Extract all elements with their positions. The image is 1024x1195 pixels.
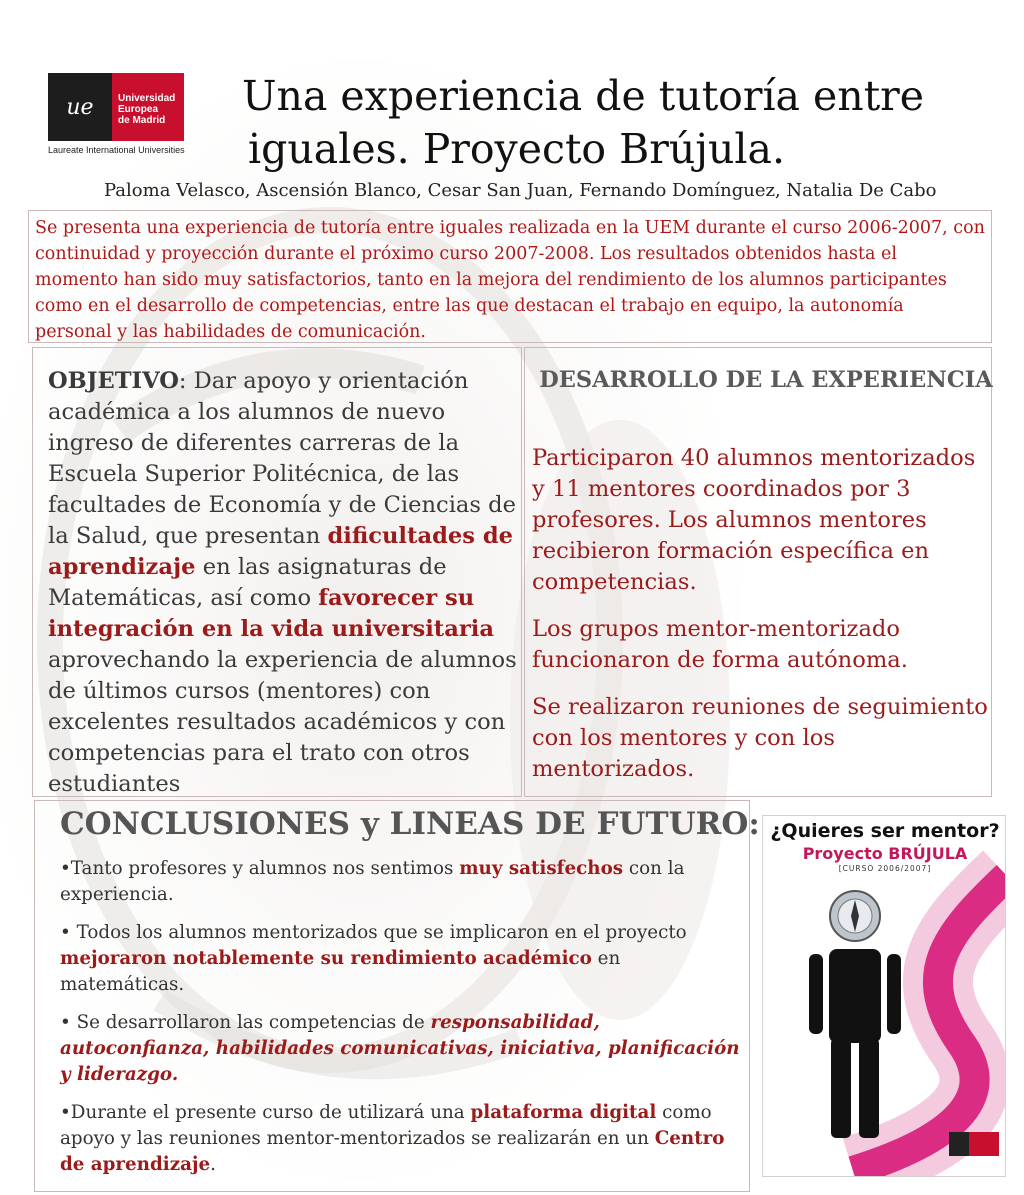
conclusion-text: . [210,1154,216,1175]
poster-project: Proyecto BRÚJULA [802,844,968,863]
objetivo-label: OBJETIVO [48,368,179,394]
conclusion-text: • Todos los alumnos mentorizados que se implicaron en el proyecto [60,922,687,943]
conclusion-text: . [171,1064,179,1085]
conclusion-bold: mejoraron notablemente su rendimiento académico [60,948,592,969]
objetivo-text-2: en las asignaturas de Matemáticas, así como [48,554,447,611]
conclusion-bold: Centro de aprendizaje [60,1128,725,1175]
page-title [240,70,960,176]
conclusion-text: en matemáticas. [60,948,621,995]
logo-mark: ue [66,94,94,120]
conclusiones-list [60,856,750,1190]
poster-course: [CURSO 2006/2007] [838,864,932,873]
logo-name-line: Universidad [118,93,176,104]
conclusion-text: •Durante el presente curso de utilizará una [60,1102,471,1123]
conclusion-text: con la experiencia. [60,858,685,905]
conclusion-text: • Se desarrollaron las competencias de [60,1012,431,1033]
objetivo-text-1: : Dar apoyo y orientación académica a los alumnos de nuevo ingreso de diferentes carreras de la Escuela Superior Politécnica, de las facultades de Economía y de Ciencias de la Salud, que presentan [48,368,517,549]
objetivo-text [48,366,520,800]
university-logo [46,73,186,161]
logo-tagline: Laureate International Universities [48,145,185,155]
abstract-box: Se presenta una experiencia de tutoría entre iguales realizada en la UEM durante el curso 2006-2007, con continuidad y proyección durante el próximo curso 2007-2008. Los resultados obtenidos hasta el momento han sido muy satisfactorios, tanto en la mejora del rendimiento de los alumnos participantes como en el desarrollo de competencias, entre las que destacan el trabajo en equipo, la autonomía personal y las habilidades de comunicación. [28,210,992,343]
mentor-poster [762,815,1006,1177]
desarrollo-title: DESARROLLO DE LA EXPERIENCIA [539,367,993,393]
objetivo-bold-1: dificultades de aprendizaje [48,523,514,580]
conclusion-text: •Tanto profesores y alumnos nos sentimos [60,858,460,879]
desarrollo-paragraph: Participaron 40 alumnos mentorizados y 11 mentores coordinados por 3 profesores. Los alumnos mentores recibieron formación específica en competencias. [532,445,976,595]
objetivo-bold-2: favorecer su integración en la vida universitaria [48,585,494,642]
logo-name-line: de Madrid [118,115,166,126]
conclusion-bold: muy satisfechos [459,858,624,879]
logo-name-line: Europea [118,104,159,115]
conclusion-text: como apoyo y las reuniones mentor-mentorizados se realizarán en un [60,1102,712,1149]
conclusion-item [60,1010,750,1088]
conclusion-item [60,856,750,908]
poster-question: ¿Quieres ser mentor? [770,820,1000,842]
objetivo-text-3: aprovechando la experiencia de alumnos de últimos cursos (mentores) con excelentes resultados académicos y con competencias para el trato con otros estudiantes [48,647,517,797]
conclusion-item [60,1100,750,1178]
conclusion-item [60,920,750,998]
desarrollo-text [532,443,992,801]
title-line-1: Una experiencia de tutoría entre [242,72,925,120]
desarrollo-paragraph: Se realizaron reuniones de seguimiento con los mentores y con los mentorizados. [532,694,988,782]
desarrollo-paragraph: Los grupos mentor-mentorizado funcionaron de forma autónoma. [532,616,908,673]
conclusion-bold: responsabilidad, autoconfianza, habilidades comunicativas, iniciativa, planificación y liderazgo [60,1012,740,1085]
conclusion-bold: plataforma digital [470,1102,657,1123]
conclusiones-title: CONCLUSIONES y LINEAS DE FUTURO: [60,806,760,842]
authors: Paloma Velasco, Ascensión Blanco, Cesar San Juan, Fernando Domínguez, Natalia De Cabo [104,180,937,201]
title-line-2: iguales. Proyecto Brújula. [248,125,785,173]
